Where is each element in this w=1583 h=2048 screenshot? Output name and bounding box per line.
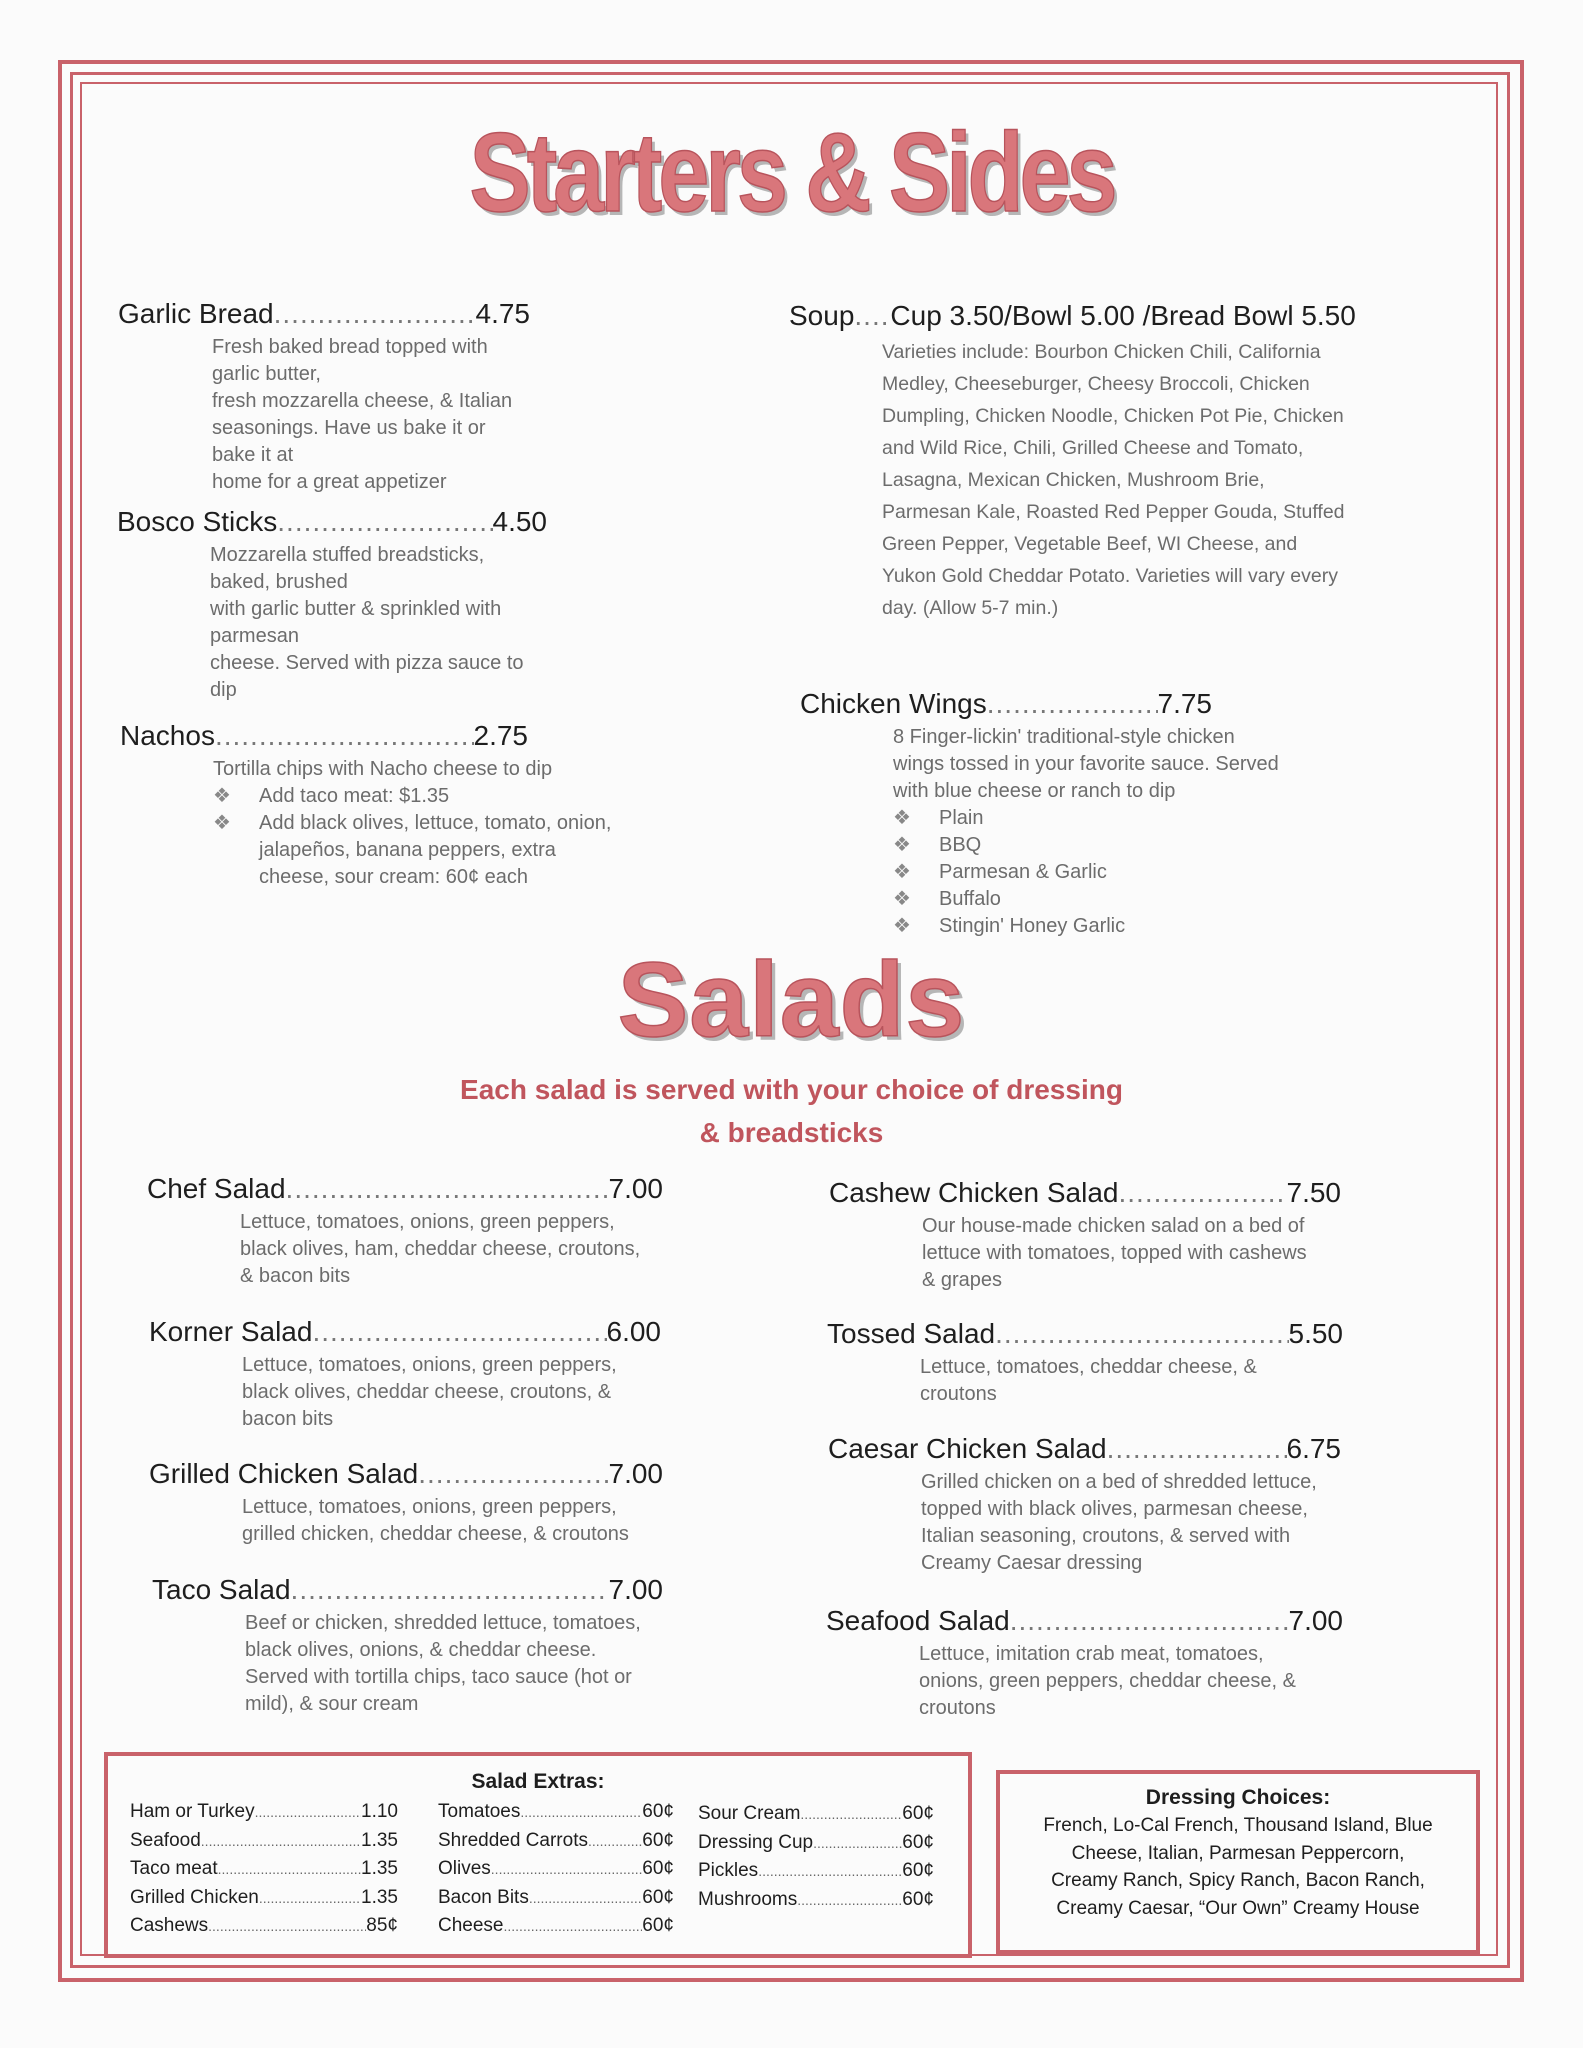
menu-item-korner-salad (149, 1316, 661, 1433)
item-name: Chef Salad (147, 1173, 286, 1204)
item-price: 6.00 (606, 1316, 661, 1347)
menu-item-taco-salad (152, 1574, 663, 1718)
item-price: 7.50 (1286, 1177, 1341, 1208)
item-name: Taco Salad (152, 1574, 291, 1605)
item-description: Our house-made chicken salad on a bed of lettuce with tomatoes, topped with cashews & grapes (922, 1215, 1307, 1291)
extras-row: Sour Cream ..... 60¢ (698, 1800, 934, 1829)
item-name: Chicken Wings (800, 688, 987, 719)
item-price: 7.00 (608, 1574, 663, 1605)
menu-item-nachos (120, 720, 612, 891)
bullet-icon: ❖ (893, 834, 911, 856)
menu-item-chef-salad (147, 1173, 663, 1290)
item-name: Grilled Chicken Salad (149, 1458, 419, 1489)
menu-item-tossed-salad (827, 1318, 1343, 1408)
bullet-icon: ❖ (893, 807, 911, 829)
menu-item-caesar-chicken-salad (828, 1433, 1341, 1577)
starters-title: Starters & Sides (469, 110, 1114, 235)
item-description: Varieties include: Bourbon Chicken Chili, California Medley, Cheeseburger, Cheesy Broccoli, Chicken Dumpling, Chicken Noodle, Chicken Pot Pie, Chicken and Wild Rice, Chili, Grilled Cheese and Tomato, Lasagna, Mexican Chicken, Mushroom Brie, Parmesan Kale, Roasted Red Pepper Gouda, Stuffed Green Pepper, Vegetable Beef, WI Cheese, and Yukon Gold Cheddar Potato. Varieties will vary every day. (Allow 5-7 min.) (882, 341, 1345, 619)
extras-row: Taco meat ..... 1.35 (130, 1855, 398, 1884)
item-description: Lettuce, tomatoes, cheddar cheese, & croutons (920, 1356, 1257, 1405)
bullet-icon: ❖ (893, 888, 911, 910)
extras-row: Pickles ..... 60¢ (698, 1857, 934, 1886)
bullet-icon: ❖ (213, 785, 231, 807)
item-description: Tortilla chips with Nacho cheese to dip ❖ Add taco meat: $1.35 ❖ Add black olives, lettuce, tomato, onion, jalapeños, banana peppers, extra cheese, sour cream: 60¢ each (213, 758, 612, 888)
item-description: Fresh baked bread topped with garlic butter, fresh mozzarella cheese, & Italian seasonings. Have us bake it or bake it at home for a great appetizer (212, 336, 513, 493)
item-price: 7.00 (1288, 1605, 1343, 1636)
menu-item-seafood-salad (826, 1605, 1343, 1722)
salads-subtitle: Each salad is served with your choice of dressing & breadsticks (460, 1074, 1123, 1148)
item-description: Lettuce, imitation crab meat, tomatoes, onions, green peppers, cheddar cheese, & croutons (919, 1643, 1296, 1719)
item-description: Beef or chicken, shredded lettuce, tomatoes, black olives, onions, & cheddar cheese. Served with tortilla chips, taco sauce (hot or mild), & sour cream (245, 1612, 641, 1715)
item-description: Lettuce, tomatoes, onions, green peppers, black olives, ham, cheddar cheese, croutons, & bacon bits (240, 1211, 641, 1287)
extras-column-2 (438, 1798, 674, 1941)
salads-title: Salads (617, 941, 966, 1059)
item-name: Garlic Bread (118, 298, 274, 329)
extras-row: Grilled Chicken ..... 1.35 (130, 1884, 398, 1913)
item-price: 7.00 (608, 1173, 663, 1204)
item-description: Lettuce, tomatoes, onions, green peppers, grilled chicken, cheddar cheese, & croutons (242, 1496, 629, 1545)
extras-row: Ham or Turkey ..... 1.10 (130, 1798, 398, 1827)
extras-row: Shredded Carrots ..... 60¢ (438, 1827, 674, 1856)
bullet-icon: ❖ (213, 812, 231, 834)
menu-item-cashew-chicken-salad (829, 1177, 1341, 1294)
item-price: 4.75 (475, 298, 530, 329)
dressing-choices-title: Dressing Choices: (1145, 1786, 1331, 1809)
extras-column-1 (130, 1798, 398, 1941)
menu-item-grilled-chicken-salad (149, 1458, 663, 1548)
extras-row: Tomatoes ..... 60¢ (438, 1798, 674, 1827)
menu-item-chicken-wings (800, 688, 1279, 940)
extras-row: Cheese ..... 60¢ (438, 1912, 674, 1941)
salad-extras-box (104, 1752, 972, 1958)
menu-item-bosco-sticks (117, 506, 547, 704)
item-name: Korner Salad (149, 1316, 313, 1347)
extras-row: Mushrooms ..... 60¢ (698, 1886, 934, 1915)
item-name: Soup (789, 300, 855, 331)
item-price: 6.75 (1286, 1433, 1341, 1464)
salad-extras-title: Salad Extras: (471, 1770, 605, 1793)
item-price: 4.50 (492, 506, 547, 537)
bullet-icon: ❖ (893, 915, 911, 937)
extras-row: Cashews ..... 85¢ (130, 1912, 398, 1941)
item-price: 7.75 (1157, 688, 1212, 719)
item-description: Grilled chicken on a bed of shredded lettuce, topped with black olives, parmesan cheese, Italian seasoning, croutons, & served with Creamy Caesar dressing (921, 1471, 1317, 1574)
item-price: 5.50 (1288, 1318, 1343, 1349)
item-description: Lettuce, tomatoes, onions, green peppers, black olives, cheddar cheese, croutons, & bacon bits (242, 1354, 617, 1430)
item-description: Mozzarella stuffed breadsticks, baked, brushed with garlic butter & sprinkled with parmesan cheese. Served with pizza sauce to dip (210, 544, 524, 701)
item-name: Bosco Sticks (117, 506, 278, 537)
item-description: 8 Finger-lickin' traditional-style chicken wings tossed in your favorite sauce. Served with blue cheese or ranch to dip ❖ Plain ❖ BBQ ❖ Parmesan & Garlic ❖ Buffalo ❖ Stingin' Honey Garlic (893, 724, 1333, 940)
dressing-choices-box (996, 1770, 1480, 1954)
item-name: Caesar Chicken Salad (828, 1433, 1107, 1464)
extras-row: Dressing Cup ..... 60¢ (698, 1829, 934, 1858)
bullet-icon: ❖ (893, 861, 911, 883)
menu-item-soup (789, 300, 1379, 624)
extras-row: Olives ..... 60¢ (438, 1855, 674, 1884)
item-price: 7.00 (608, 1458, 663, 1489)
dressing-choices-list: French, Lo-Cal French, Thousand Island, Blue Cheese, Italian, Parmesan Peppercorn, Creamy Ranch, Spicy Ranch, Bacon Ranch, Creamy Caesar, “Our Own” Creamy House (1043, 1815, 1433, 1919)
item-price: Cup 3.50/Bowl 5.00 /Bread Bowl 5.50 (890, 300, 1356, 331)
extras-row: Bacon Bits ..... 60¢ (438, 1884, 674, 1913)
item-name: Seafood Salad (826, 1605, 1010, 1636)
item-name: Tossed Salad (827, 1318, 996, 1349)
item-name: Cashew Chicken Salad (829, 1177, 1119, 1208)
item-price: 2.75 (473, 720, 528, 751)
extras-column-3 (698, 1800, 934, 1914)
menu-item-garlic-bread (118, 298, 530, 496)
extras-row: Seafood ..... 1.35 (130, 1827, 398, 1856)
item-name: Nachos (120, 720, 215, 751)
